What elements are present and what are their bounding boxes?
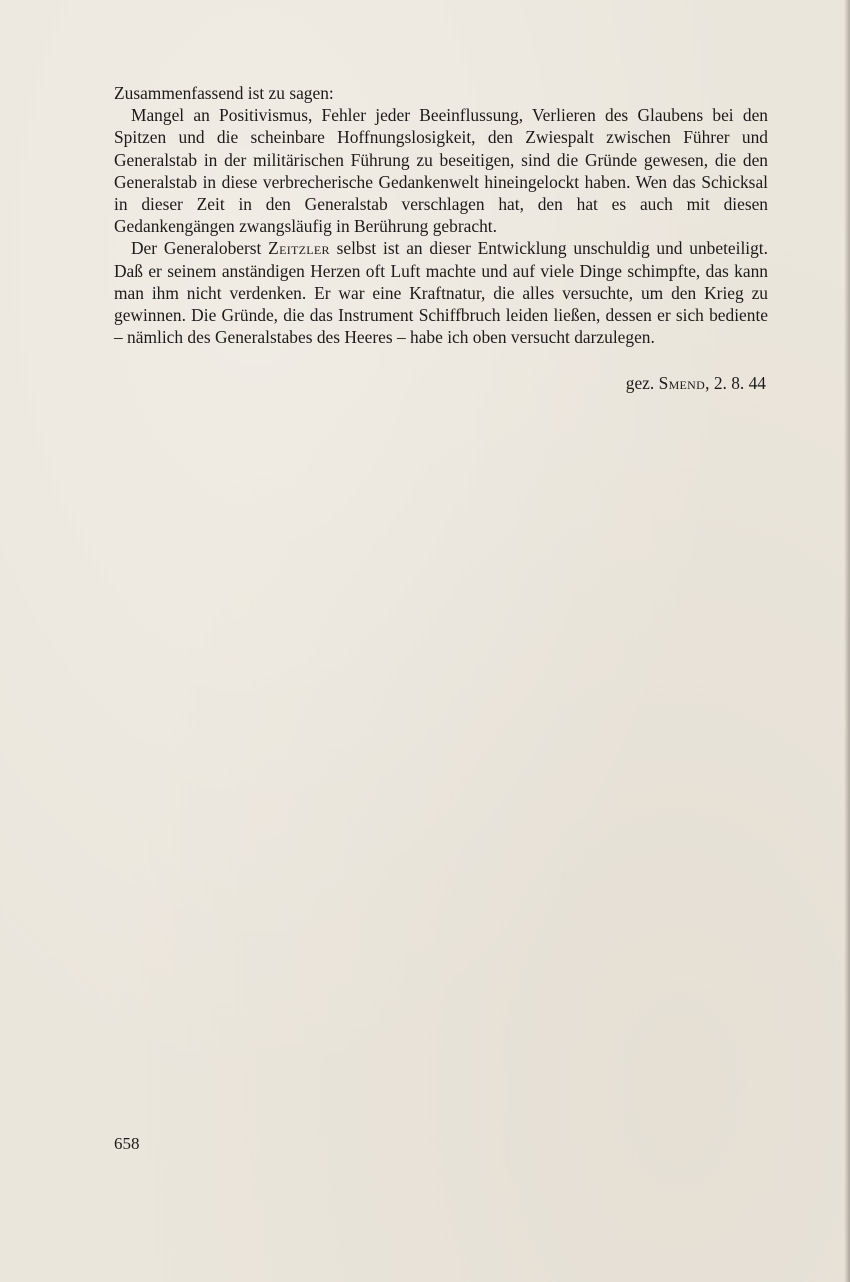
page-edge-shadow [844,0,850,1282]
signature-prefix: gez. [625,373,659,393]
paragraph-2-before: Der Generaloberst [131,238,269,259]
zeitzler-name: Zeitzler [268,238,330,259]
paragraph-2 [114,237,768,348]
paragraph-2-after: selbst ist an dieser Entwicklung unschuldig und unbeteiligt. Daß er seinem anständigen Herzen oft Luft machte und auf viele Dinge schimpfte, das kann man ihm nicht verdenken. Er war eine Kraftnatur, die alles versuchte, um den Krieg zu gewinnen. Die Gründe, die das Instrument Schiffbruch leiden ließen, dessen er sich bediente – nämlich des Generalstabes des Heeres – habe ich oben versucht darzulegen. [114,238,768,348]
signature-name: Smend [658,373,706,393]
signature-date: , 2. 8. 44 [705,373,766,393]
signature-line [626,372,766,394]
paragraph-1: Mangel an Positivismus, Fehler jeder Beeinflussung, Verlieren des Glaubens bei den Spitzen und die scheinbare Hoffnungslosigkeit, den Zwiespalt zwischen Führer und Generalstab in der militärischen Führung zu beseitigen, sind die Gründe gewesen, die den Generalstab in diese verbrecherische Gedankenwelt hineingelockt haben. Wen das Schicksal in dieser Zeit in den Generalstab verschlagen hat, den hat es auch mit diesen Gedankengängen zwangsläufig in Berührung gebracht. [114,105,768,237]
main-text [114,82,768,348]
intro-line: Zusammenfassend ist zu sagen: [114,83,334,103]
page-number: 658 [114,1134,140,1153]
